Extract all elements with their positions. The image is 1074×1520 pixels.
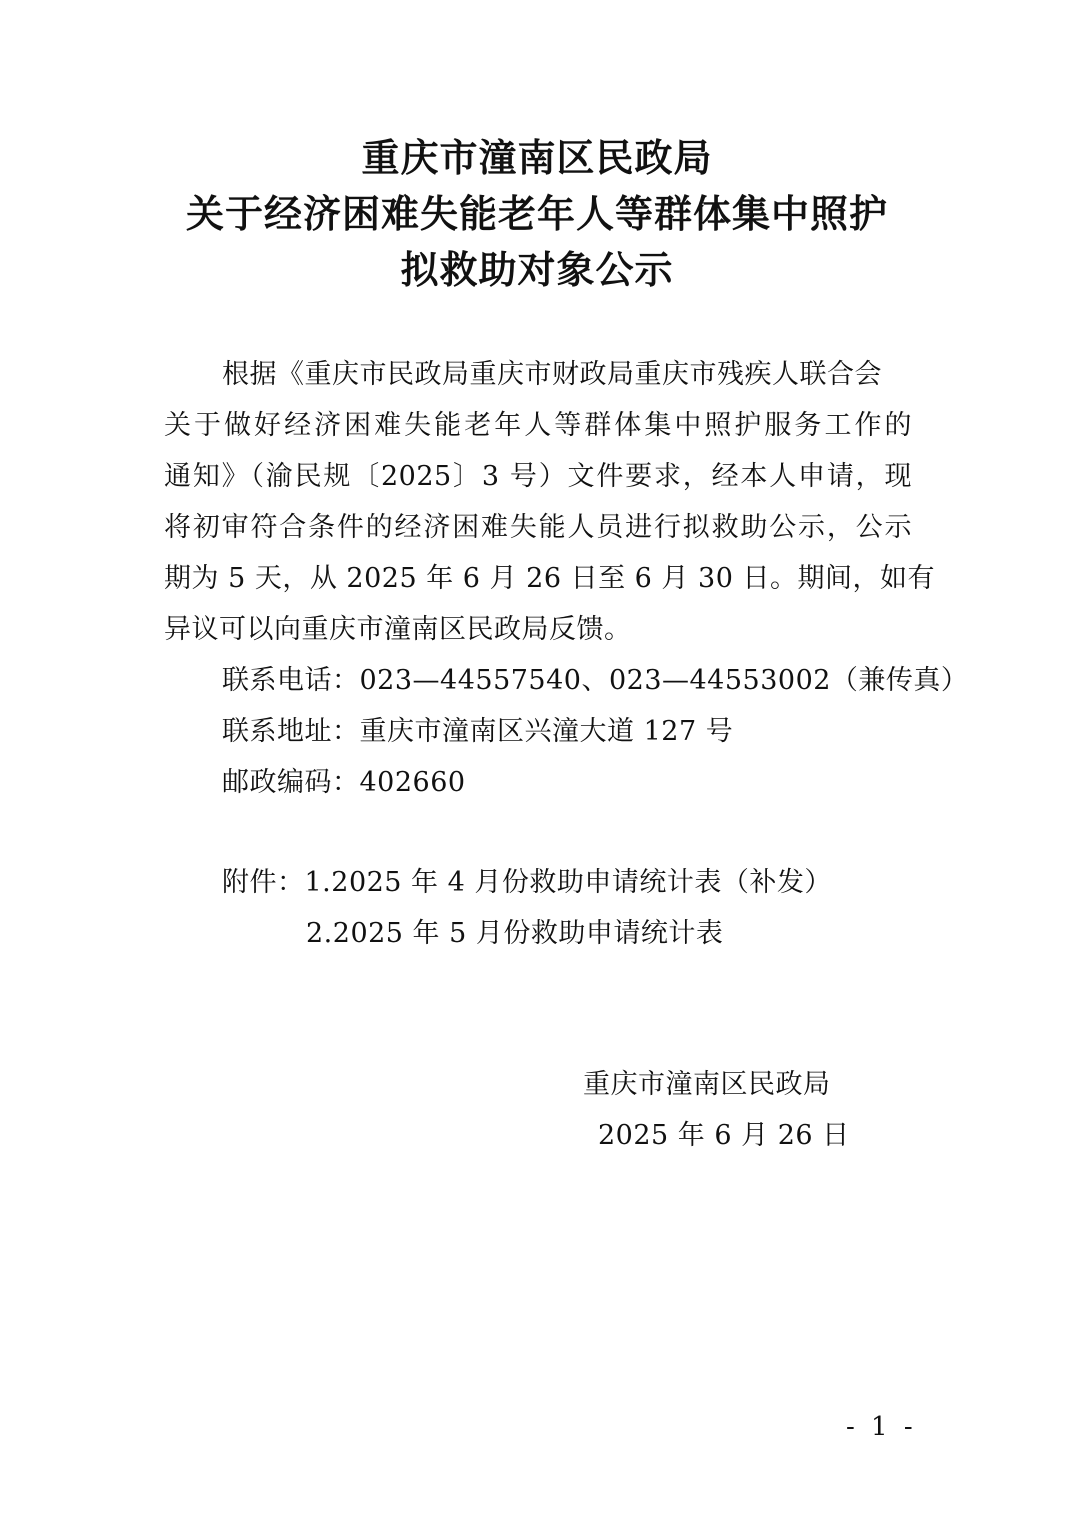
- body-line-1: 根据《重庆市民政局重庆市财政局重庆市残疾人联合会: [222, 359, 882, 390]
- body-line-2: 关于做好经济困难失能老年人等群体集中照护服务工作的: [164, 410, 912, 441]
- attachment-item-1: 附件：1.2025 年 4 月份救助申请统计表（补发）: [222, 867, 832, 898]
- page-number: - 1 -: [846, 1412, 917, 1442]
- contact-phone: 联系电话：023—44557540、023—44553002（兼传真）: [222, 665, 969, 696]
- body-line-4: 将初审符合条件的经济困难失能人员进行拟救助公示，公示: [164, 512, 912, 543]
- document-title-line-1: 重庆市潼南区民政局: [361, 135, 713, 180]
- signature-org: 重庆市潼南区民政局: [583, 1069, 831, 1100]
- body-line-5: 期为 5 天，从 2025 年 6 月 26 日至 6 月 30 日。期间，如有: [164, 563, 935, 594]
- contact-postcode: 邮政编码：402660: [222, 767, 466, 798]
- document-title-line-3: 拟救助对象公示: [400, 247, 674, 292]
- signature-date: 2025 年 6 月 26 日: [598, 1120, 850, 1151]
- attachment-item-2: 2.2025 年 5 月份救助申请统计表: [306, 918, 724, 949]
- contact-address: 联系地址：重庆市潼南区兴潼大道 127 号: [222, 716, 734, 747]
- body-line-6: 异议可以向重庆市潼南区民政局反馈。: [164, 614, 632, 645]
- document-title-line-2: 关于经济困难失能老年人等群体集中照护: [185, 191, 888, 236]
- body-line-3: 通知》（渝民规〔2025〕3 号）文件要求，经本人申请，现: [164, 461, 912, 492]
